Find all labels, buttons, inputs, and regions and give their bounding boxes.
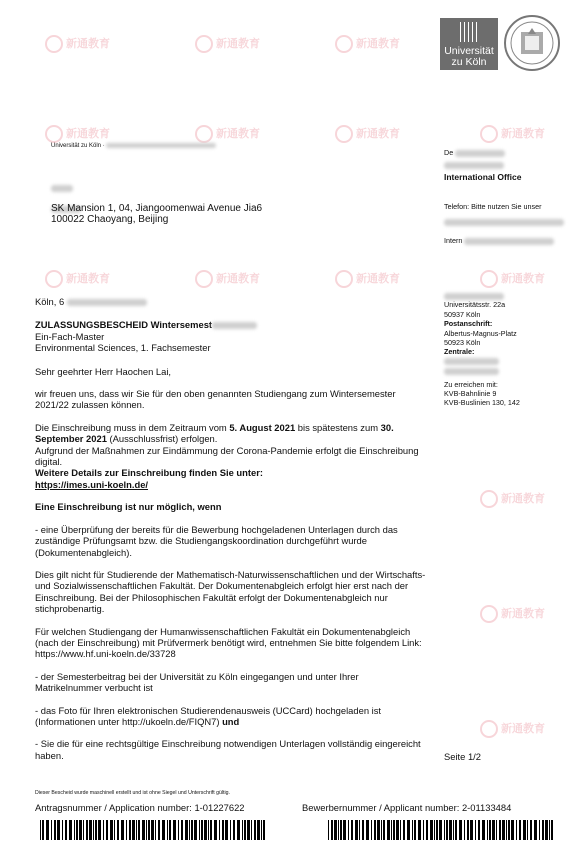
barcode-application [40, 820, 268, 840]
enrolment-link[interactable]: https://imes.uni-koeln.de/ [35, 478, 149, 490]
greeting: Sehr geehrter Herr Haochen Lai, [35, 365, 172, 377]
watermark-stamp: 新通教育 [45, 125, 110, 143]
date-line: Köln, 6 [35, 296, 427, 307]
watermark-stamp: 新通教育 [480, 490, 545, 508]
watermark-stamp: 新通教育 [45, 35, 110, 53]
sidebar-kvb2: KVB-Buslinien 130, 142 [444, 398, 520, 408]
watermark-stamp: 新通教育 [480, 720, 545, 738]
application-number: Antragsnummer / Application number: 1-01227622 [35, 802, 245, 813]
sidebar-intern: Intern [444, 236, 564, 245]
watermark-stamp: 新通教育 [195, 125, 260, 143]
watermark-stamp: 新通教育 [480, 605, 545, 623]
watermark-stamp: 新通教育 [335, 35, 400, 53]
subject-line3: Environmental Sciences, 1. Fachsemester [35, 342, 211, 354]
sidebar-office: International Office [444, 171, 522, 182]
logo-line2: zu Köln [451, 56, 487, 68]
barcode-applicant [328, 820, 556, 840]
watermark-stamp: 新通教育 [335, 270, 400, 288]
applicant-number: Bewerbernummer / Applicant number: 2-01133484 [302, 802, 512, 813]
paragraph-1: wir freuen uns, dass wir Sie für den oben genannten Studiengang zum Wintersemester 2021/22 zulassen können. [35, 388, 396, 411]
details-heading: Weitere Details zur Einschreibung finden Sie unter: [35, 467, 263, 479]
sidebar-zentrale: Zentrale: [444, 347, 475, 357]
heading-conditions: Eine Einschreibung ist nur möglich, wenn [35, 501, 222, 513]
recipient-address [51, 203, 262, 226]
sidebar-city1: 50937 Köln [444, 309, 481, 319]
watermark-stamp: 新通教育 [480, 125, 545, 143]
watermark-stamp: 新通教育 [480, 270, 545, 288]
watermark-stamp: 新通教育 [195, 35, 260, 53]
paragraph-2-corona: Aufgrund der Maßnahmen zur Eindämmung der Corona-Pandemie erfolgt die Einschreibung digital. [35, 444, 419, 468]
letter-body [35, 296, 427, 761]
watermark-stamp: 新通教育 [195, 270, 260, 288]
logo-bars-icon [440, 18, 498, 46]
sidebar-street: Universitätsstr. 22a [444, 300, 506, 310]
footer-note: Dieser Bescheid wurde maschinell erstellt und ist ohne Siegel und Unterschrift gültig. [35, 790, 230, 796]
sidebar-kvb1: KVB-Bahnlinie 9 [444, 389, 497, 399]
logo-line1: Universität [444, 45, 494, 57]
address-line2: 100022 Chaoyang, Beijing [51, 214, 169, 226]
bullet-3: - das Foto für Ihren elektronischen Studierendenausweis (UCCard) hochgeladen ist (Informationen unter http://ukoeln.de/FIQN7) und [35, 704, 382, 727]
paragraph-2: Die Einschreibung muss in dem Zeitraum vom 5. August 2021 bis spätestens zum 30. September 2021 (Ausschlussfrist) erfolgen. [35, 421, 394, 445]
paragraph-3: Dies gilt nicht für Studierende der Mathematisch-Naturwissenschaftlichen und der Wirtschafts- und Sozialwissenschaftlichen Fakultät. Der Dokumentenabgleich erfolgt hier erst nach der Einschreibung. Bei der Philosophischen Fakultät erfolgt der Dokumentenabgleich nur stichprobenartig. [35, 568, 426, 615]
sidebar-postanschrift: Postanschrift: [444, 319, 493, 329]
university-logo [440, 18, 498, 70]
watermark-stamp: 新通教育 [45, 270, 110, 288]
sidebar-erreichen: Zu erreichen mit: [444, 379, 498, 389]
sender-line: Universität zu Köln · [51, 143, 216, 149]
sidebar-address [444, 291, 520, 408]
watermark-stamp: 新通教育 [335, 125, 400, 143]
bullet-4: - Sie die für eine rechtsgültige Einschreibung notwendigen Unterlagen vollständig eingereicht haben. [35, 738, 421, 761]
paragraph-4: Für welchen Studiengang der Humanwissenschaftlichen Fakultät ein Dokumentenabgleich (nach der Einschreibung) mit Prüfvermerk benötigt wird, entnehmen Sie bitte folgendem Link: https://www.hf.uni-koeln.de/33728 [35, 625, 422, 660]
sidebar-post-city: 50923 Köln [444, 338, 481, 348]
sidebar-de: De [444, 148, 564, 157]
sidebar-contact [444, 148, 564, 245]
subject-title: ZULASSUNGSBESCHEID Wintersemest [35, 319, 427, 330]
sidebar-post-street: Albertus-Magnus-Platz [444, 328, 517, 338]
subject-line2: Ein-Fach-Master [35, 330, 105, 342]
address-line1: SK Mansion 1, 04, Jiangoomenwai Avenue Jia6 [51, 203, 263, 214]
page-number: Seite 1/2 [444, 751, 482, 762]
bullet-2: - der Semesterbeitrag bei der Universität zu Köln eingegangen und unter Ihrer Matrikelnummer verbucht ist [35, 670, 359, 694]
university-seal-icon [503, 14, 561, 72]
bullet-1: - eine Überprüfung der bereits für die Bewerbung hochgeladenen Unterlagen durch das zuständige Prüfungsamt bzw. die Studiengangskoordination durchgeführt wurde (Dokumentenabgleich). [35, 523, 398, 558]
sidebar-telefon: Telefon: Bitte nutzen Sie unser [444, 202, 542, 212]
